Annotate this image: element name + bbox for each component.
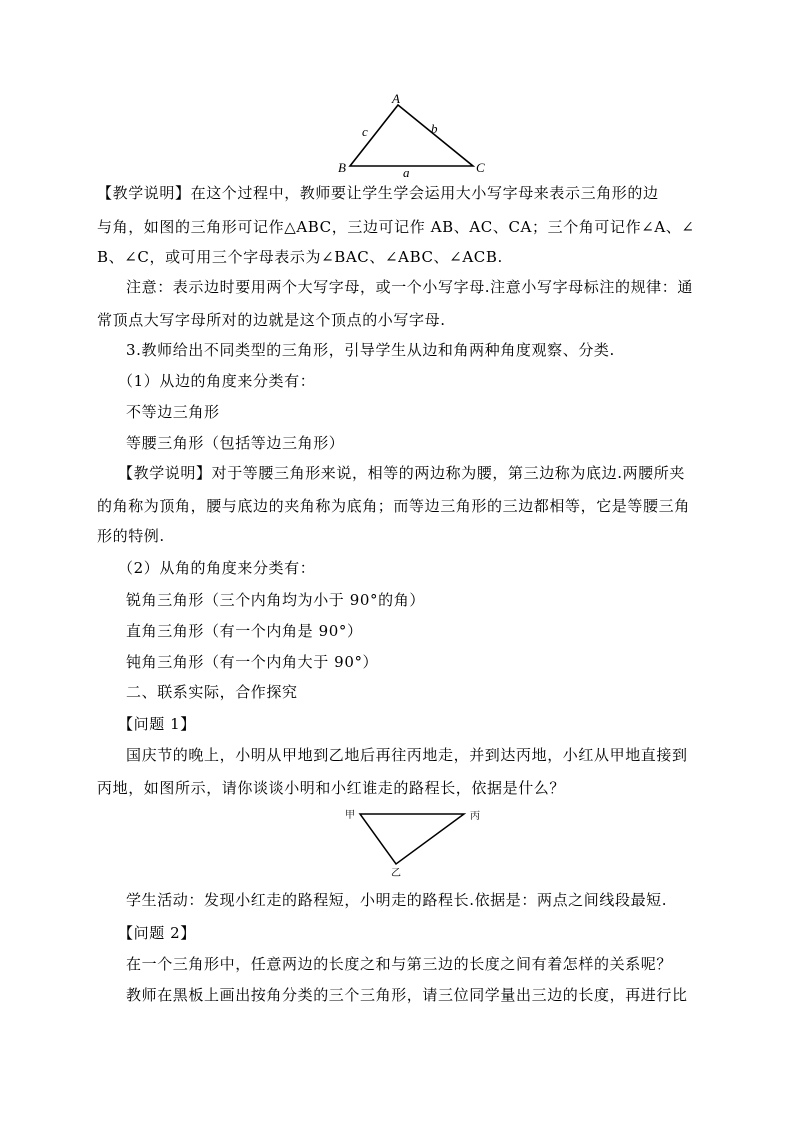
text-line-9: 等腰三角形（包括等边三角形） <box>126 434 345 452</box>
text-line-14: 锐角三角形（三个内角均为小于 90°的角） <box>126 591 425 609</box>
vertex-b-label: B <box>338 160 346 175</box>
text-line-12: 形的特例. <box>97 527 165 545</box>
text-line-13: （2）从角的角度来分类有： <box>118 559 316 577</box>
text-line-15: 直角三角形（有一个内角是 90°） <box>126 622 363 640</box>
vertex-a-label: A <box>392 91 400 106</box>
text-line-5: 常顶点大写字母所对的边就是这个顶点的小写字母. <box>97 311 446 329</box>
side-b-label: b <box>431 121 438 136</box>
text-line-16: 钝角三角形（有一个内角大于 90°） <box>126 653 379 671</box>
route-triangle-figure <box>340 802 490 878</box>
triangle-abc-shape <box>350 105 473 166</box>
text-line-23: 在一个三角形中，任意两边的长度之和与第三边的长度之间有着怎样的关系呢？ <box>126 955 673 973</box>
text-line-6: 3.教师给出不同类型的三角形，引导学生从边和角两种角度观察、分类. <box>126 341 615 359</box>
text-line-4: 注意：表示边时要用两个大写字母，或一个小写字母.注意小写字母标注的规律：通 <box>126 278 693 296</box>
side-c-label: c <box>362 124 368 139</box>
text-line-22: 【问题 2】 <box>118 924 196 942</box>
text-line-7: （1）从边的角度来分类有： <box>118 372 316 390</box>
text-line-11: 的角称为顶角，腰与底边的夹角称为底角；而等边三角形的三边都相等，它是等腰三角 <box>97 497 690 515</box>
text-line-8: 不等边三角形 <box>126 403 220 421</box>
side-a-label: a <box>403 165 410 180</box>
place-jia-label: 甲 <box>345 810 355 821</box>
place-bing-label: 丙 <box>470 811 480 822</box>
vertex-c-label: C <box>476 160 485 175</box>
text-line-17: 二、联系实际，合作探究 <box>126 683 298 701</box>
route-triangle-shape <box>360 814 464 864</box>
triangle-abc-figure <box>330 90 500 180</box>
text-line-3: B、∠C，或可用三个字母表示为∠BAC、∠ABC、∠ACB. <box>97 248 503 266</box>
text-line-19: 国庆节的晚上，小明从甲地到乙地后再往丙地走，并到达丙地，小红从甲地直接到 <box>126 746 688 764</box>
place-yi-label: 乙 <box>391 868 401 879</box>
text-line-24: 教师在黑板上画出按角分类的三个三角形，请三位同学量出三边的长度，再进行比 <box>126 986 688 1004</box>
text-line-20: 丙地，如图所示，请你谈谈小明和小红谁走的路程长，依据是什么？ <box>97 779 566 797</box>
text-line-2: 与角，如图的三角形可记作△ABC，三边可记作 AB、AC、CA；三个角可记作∠A、∠ <box>97 218 695 236</box>
text-line-1: 【教学说明】在这个过程中，教师要让学生学会运用大小写字母来表示三角形的边 <box>97 184 659 202</box>
text-line-18: 【问题 1】 <box>118 715 196 733</box>
text-line-21: 学生活动：发现小红走的路程短，小明走的路程长.依据是：两点之间线段最短. <box>126 891 668 909</box>
text-line-10: 【教学说明】对于等腰三角形来说，相等的两边称为腰，第三边称为底边.两腰所夹 <box>118 464 685 482</box>
